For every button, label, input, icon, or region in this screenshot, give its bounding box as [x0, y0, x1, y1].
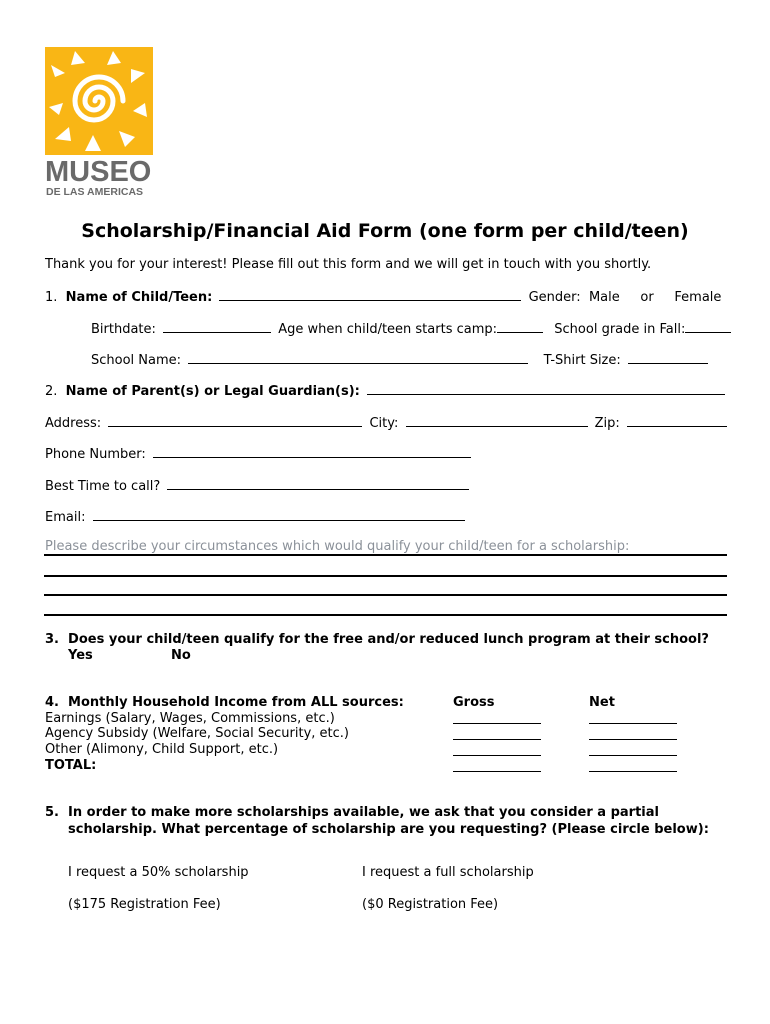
gender-male[interactable]: Male: [588, 290, 620, 305]
lunch-label: Does your child/teen qualify for the free and/or reduced lunch program at their school?: [68, 632, 709, 647]
grade-label: School grade in Fall:: [554, 322, 686, 337]
phone-field[interactable]: [153, 445, 471, 458]
gross-field-agency[interactable]: [453, 739, 541, 740]
tshirt-field[interactable]: [628, 351, 708, 364]
email-field[interactable]: [93, 508, 465, 521]
grade-field[interactable]: [685, 320, 731, 333]
birthdate-field[interactable]: [163, 320, 271, 333]
scholarship-line2: scholarship. What percentage of scholarship are you requesting? (Please circle below):: [68, 822, 709, 837]
age-label: Age when child/teen starts camp:: [278, 322, 498, 337]
describe-line-4[interactable]: [44, 614, 727, 616]
guardian-row: [45, 382, 728, 400]
age-field[interactable]: [497, 320, 543, 333]
describe-line-3[interactable]: [44, 594, 727, 596]
gender-or: or: [640, 290, 654, 305]
income-row-label: Agency Subsidy (Welfare, Social Security, etc.): [45, 726, 349, 741]
scholarship-line1: In order to make more scholarships available, we ask that you consider a partial: [68, 805, 659, 820]
school-name-field[interactable]: [188, 351, 528, 364]
phone-label: Phone Number:: [45, 447, 146, 462]
email-label: Email:: [45, 510, 86, 525]
net-field-earnings[interactable]: [589, 723, 677, 724]
q3-number: 3.: [45, 632, 59, 647]
logo-brand-main: MUSEO: [45, 156, 152, 188]
address-field[interactable]: [108, 414, 362, 427]
city-field[interactable]: [406, 414, 588, 427]
school-row: [91, 351, 711, 369]
option-full-fee: ($0 Registration Fee): [362, 897, 499, 912]
scholarship-question-line1: [45, 805, 659, 821]
phone-row: [45, 445, 474, 463]
birthdate-row: [91, 320, 734, 338]
guardian-field[interactable]: [367, 382, 725, 395]
gross-field-total[interactable]: [453, 771, 541, 772]
income-heading: [45, 695, 404, 711]
logo-brand-sub: DE LAS AMERICAS: [46, 186, 144, 197]
child-name-row: [45, 288, 721, 306]
net-field-agency[interactable]: [589, 739, 677, 740]
describe-label: Please describe your circumstances which would qualify your child/teen for a scholarship:: [45, 539, 630, 554]
birthdate-label: Birthdate:: [91, 322, 156, 337]
gender-label: Gender:: [528, 290, 581, 305]
income-row-label: Earnings (Salary, Wages, Commissions, etc.): [45, 711, 335, 726]
zip-field[interactable]: [627, 414, 727, 427]
sun-spiral-icon: [45, 47, 153, 197]
zip-label: Zip:: [594, 416, 620, 431]
q5-number: 5.: [45, 805, 59, 820]
child-name-label: Name of Child/Teen:: [65, 290, 213, 305]
museo-logo: [45, 47, 153, 197]
address-row: [45, 414, 730, 432]
lunch-yes[interactable]: Yes: [68, 648, 93, 663]
email-row: [45, 508, 468, 526]
gross-field-other[interactable]: [453, 755, 541, 756]
address-label: Address:: [45, 416, 102, 431]
city-label: City:: [369, 416, 399, 431]
net-field-other[interactable]: [589, 755, 677, 756]
income-label: Monthly Household Income from ALL sources:: [68, 695, 404, 710]
income-row-label: Other (Alimony, Child Support, etc.): [45, 742, 279, 757]
guardian-label: Name of Parent(s) or Legal Guardian(s):: [65, 384, 360, 399]
option-half-fee: ($175 Registration Fee): [68, 897, 221, 912]
best-time-field[interactable]: [167, 477, 469, 490]
q4-number: 4.: [45, 695, 59, 710]
income-row-label: TOTAL:: [45, 758, 97, 773]
net-field-total[interactable]: [589, 771, 677, 772]
lunch-question: [45, 632, 709, 648]
q2-number: 2.: [45, 384, 58, 399]
best-time-row: [45, 477, 472, 495]
option-half[interactable]: I request a 50% scholarship: [68, 865, 249, 880]
q1-number: 1.: [45, 290, 58, 305]
child-name-field[interactable]: [219, 288, 521, 301]
best-time-label: Best Time to call?: [45, 479, 161, 494]
option-full[interactable]: I request a full scholarship: [362, 865, 534, 880]
describe-line-2[interactable]: [44, 575, 727, 577]
col-gross: Gross: [453, 695, 495, 710]
col-net: Net: [589, 695, 615, 710]
lunch-no[interactable]: No: [171, 648, 191, 663]
gross-field-earnings[interactable]: [453, 723, 541, 724]
form-title: Scholarship/Financial Aid Form (one form per child/teen): [81, 220, 689, 242]
intro-text: Thank you for your interest! Please fill out this form and we will get in touch with you shortly.: [45, 257, 652, 272]
describe-line-1[interactable]: [44, 554, 727, 556]
gender-female[interactable]: Female: [674, 290, 722, 305]
tshirt-label: T-Shirt Size:: [543, 353, 621, 368]
school-name-label: School Name:: [91, 353, 182, 368]
